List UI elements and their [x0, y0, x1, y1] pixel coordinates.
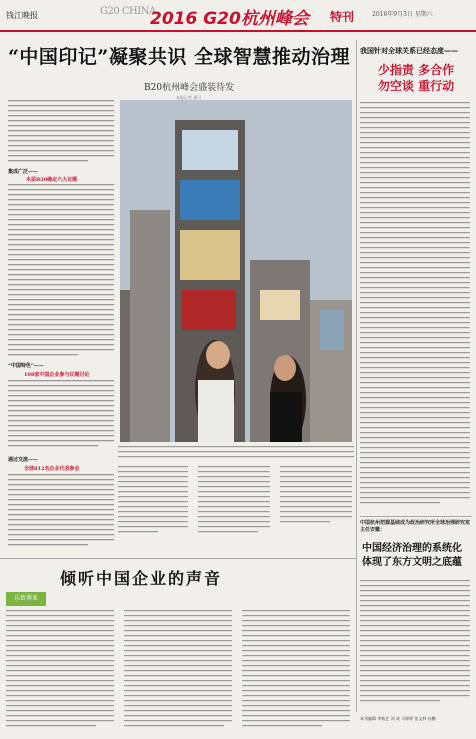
right-divider [360, 516, 472, 517]
section-subheading-3: 全球812名企业代表参会 [24, 466, 80, 472]
slogan-line-1: 少指责 多合作 [377, 63, 455, 77]
masthead [0, 0, 476, 30]
masthead-rule [0, 30, 476, 32]
right-mid-title: 中国杭州把握基础成为政治研究所全球治理研究室主任安徽： [360, 520, 471, 533]
page-headline: “中国印记”凝聚共识 全球智慧推动治理 [8, 46, 350, 68]
special-badge: 特刊 [330, 10, 355, 24]
section-heading-2: “中国特色”—— [8, 363, 44, 369]
editor-credits: 本刊编辑 李秋艺 刘 成 马婷婷 张文林 孙鹏 [360, 716, 436, 721]
column-divider [356, 40, 357, 712]
right-body-text-top [360, 102, 472, 514]
photo-illustration [120, 100, 352, 442]
byline: 本报记者 潘可 [176, 95, 202, 100]
masthead-title: 2016 G20杭州峰会 [150, 9, 309, 29]
left-body-text [8, 100, 116, 560]
issue-date: 2016年9月3日 星期六 [372, 11, 433, 18]
slogan-line-2: 勿空谈 重行动 [377, 79, 455, 93]
right-mid-headline: 中国经济治理的系统化 体现了东方文明之底蕴 [362, 543, 462, 568]
right-column-title: 我国针对全球关系已经态度—— [360, 46, 458, 55]
bottom-divider [0, 558, 356, 559]
section-subheading-1: 本届B20确定六大议题 [26, 177, 78, 183]
column-logo: 乐致博亚 [6, 592, 46, 606]
bottom-body-text [6, 610, 354, 734]
right-column-slogan [366, 62, 466, 94]
bottom-headline: 倾听中国企业的声音 [60, 569, 223, 588]
g20-logo: G20 CHINA [100, 6, 156, 17]
section-heading-1: 集成广泛—— [8, 169, 39, 175]
section-heading-3: 通过交流—— [8, 457, 39, 463]
times-square-photo [120, 100, 352, 442]
section-subheading-2: 108家中国企业参与议题讨论 [24, 372, 90, 378]
page-subhead: B20杭州峰会盛装待发 [144, 83, 235, 93]
paper-name: 钱江晚报 [6, 11, 38, 20]
middle-body-text [118, 446, 354, 554]
right-body-text-bottom [360, 580, 472, 712]
